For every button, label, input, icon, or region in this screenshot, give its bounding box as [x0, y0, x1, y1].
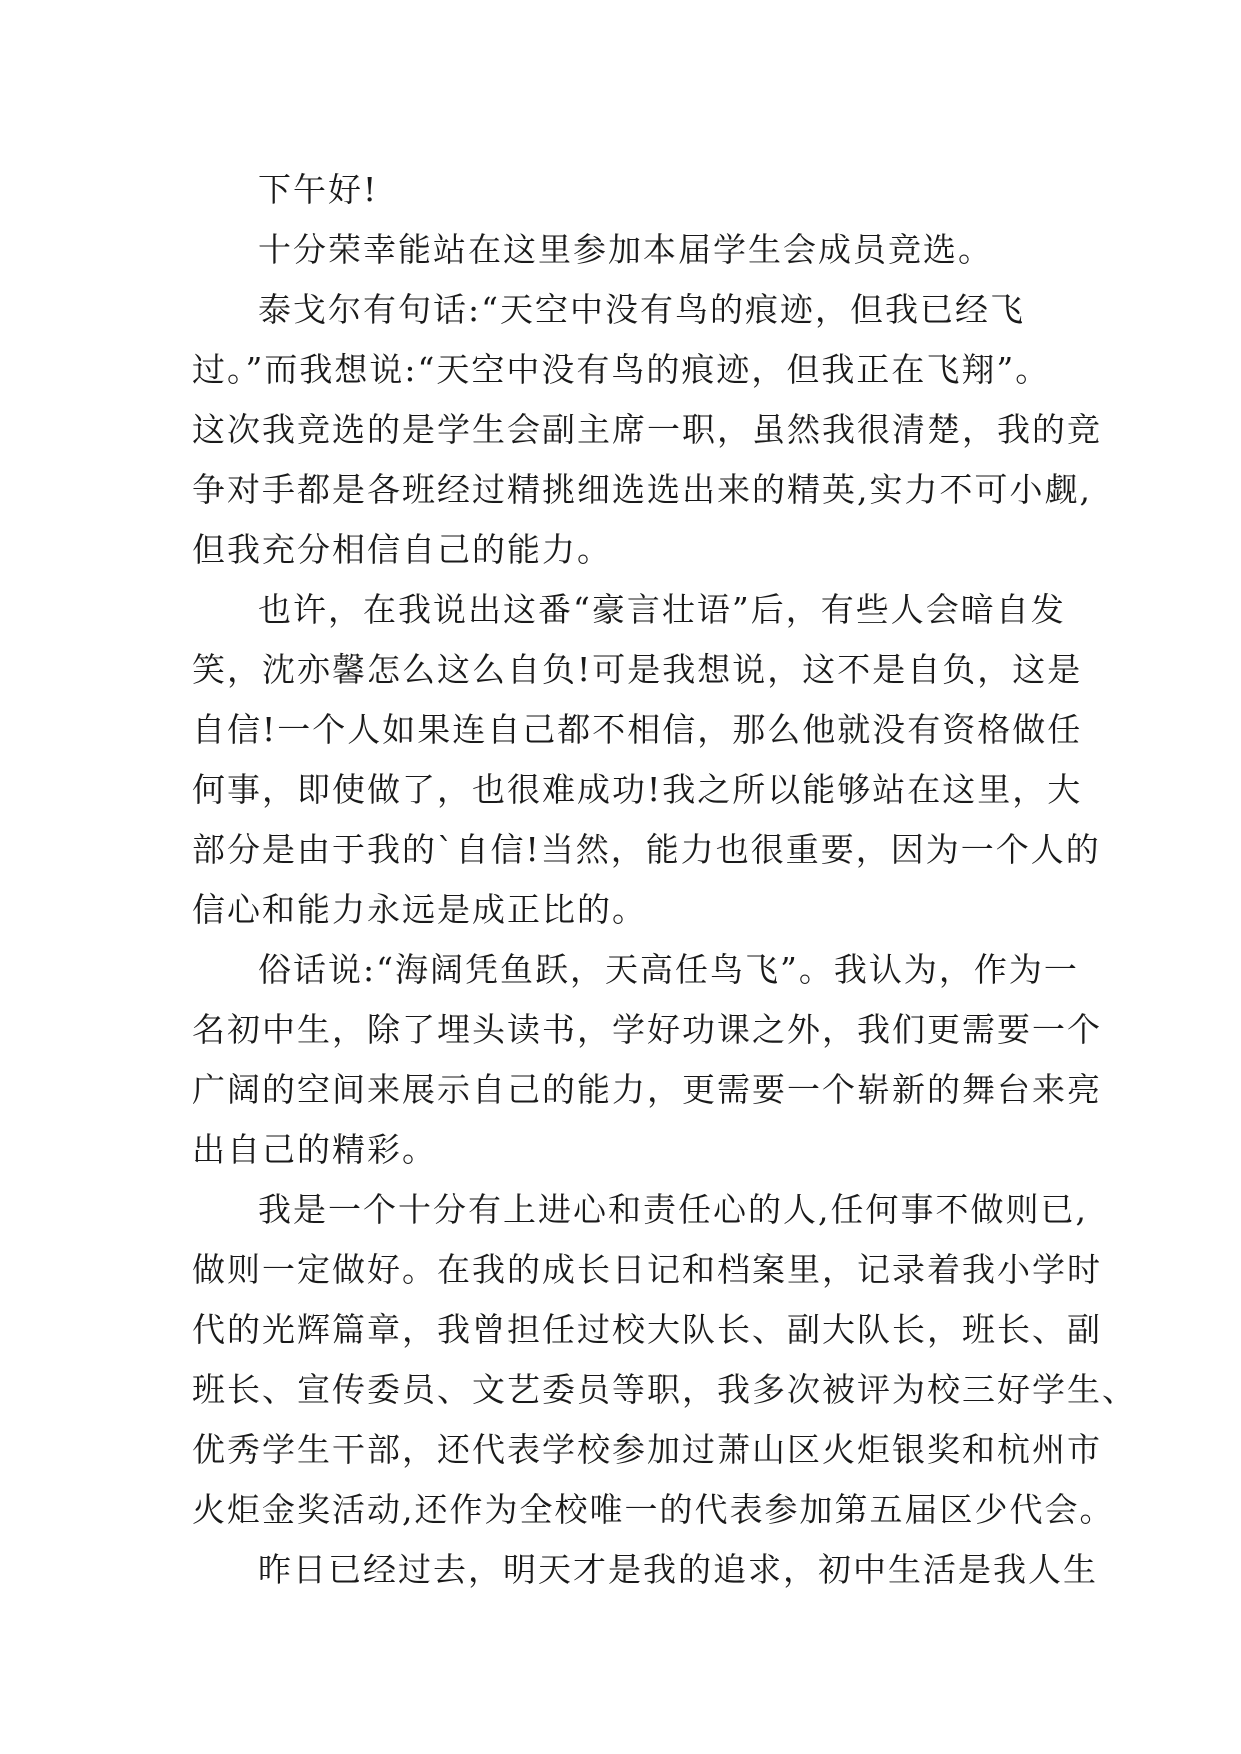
text-line: 昨日已经过去，明天才是我的追求，初中生活是我人生 — [258, 1550, 1098, 1589]
paragraph-confidence — [192, 580, 1101, 940]
text-line: 但我充分相信自己的能力。 — [192, 530, 612, 569]
text-line: 出自己的精彩。 — [192, 1130, 437, 1169]
text-line: 下午好! — [258, 170, 379, 209]
text-line: 这次我竞选的是学生会副主席一职，虽然我很清楚，我的竞 — [192, 410, 1102, 449]
text-line: 也许，在我说出这番“豪言壮语”后，有些人会暗自发 — [258, 590, 1066, 629]
text-line: 代的光辉篇章，我曾担任过校大队长、副大队长，班长、副 — [192, 1310, 1102, 1349]
text-line: 做则一定做好。在我的成长日记和档案里，记录着我小学时 — [192, 1250, 1102, 1289]
paragraph-greeting — [192, 160, 1052, 220]
text-line: 优秀学生干部，还代表学校参加过萧山区火炬银奖和杭州市 — [192, 1430, 1102, 1469]
text-line: 自信!一个人如果连自己都不相信，那么他就没有资格做任 — [192, 710, 1083, 749]
text-line: 俗话说:“海阔凭鱼跃，天高任鸟飞”。我认为，作为一 — [258, 950, 1079, 989]
text-line: 部分是由于我的`自信!当然，能力也很重要，因为一个人的 — [192, 830, 1101, 869]
text-line: 十分荣幸能站在这里参加本届学生会成员竞选。 — [258, 230, 993, 269]
text-line: 过。”而我想说:“天空中没有鸟的痕迹，但我正在飞翔”。 — [192, 350, 1051, 389]
text-line: 泰戈尔有句话:“天空中没有鸟的痕迹，但我已经飞 — [258, 290, 1025, 329]
text-line: 名初中生，除了埋头读书，学好功课之外，我们更需要一个 — [192, 1010, 1102, 1049]
paragraph-tagore-quote — [192, 280, 1102, 580]
paragraph-intro — [192, 220, 1052, 280]
text-line: 争对手都是各班经过精挑细选选出来的精英,实力不可小觑, — [192, 470, 1092, 509]
paragraph-future — [192, 1540, 1098, 1600]
text-line: 班长、宣传委员、文艺委员等职，我多次被评为校三好学生、 — [192, 1370, 1137, 1409]
paragraph-proverb — [192, 940, 1102, 1180]
text-line: 广阔的空间来展示自己的能力，更需要一个崭新的舞台来亮 — [192, 1070, 1102, 1109]
paragraph-experience — [192, 1180, 1137, 1540]
text-line: 何事，即使做了，也很难成功!我之所以能够站在这里，大 — [192, 770, 1083, 809]
text-line: 火炬金奖活动,还作为全校唯一的代表参加第五届区少代会。 — [192, 1490, 1115, 1529]
text-line: 我是一个十分有上进心和责任心的人,任何事不做则已, — [258, 1190, 1088, 1229]
text-line: 信心和能力永远是成正比的。 — [192, 890, 647, 929]
document-body — [192, 160, 1137, 1600]
text-line: 笑，沈亦馨怎么这么自负!可是我想说，这不是自负，这是 — [192, 650, 1083, 689]
